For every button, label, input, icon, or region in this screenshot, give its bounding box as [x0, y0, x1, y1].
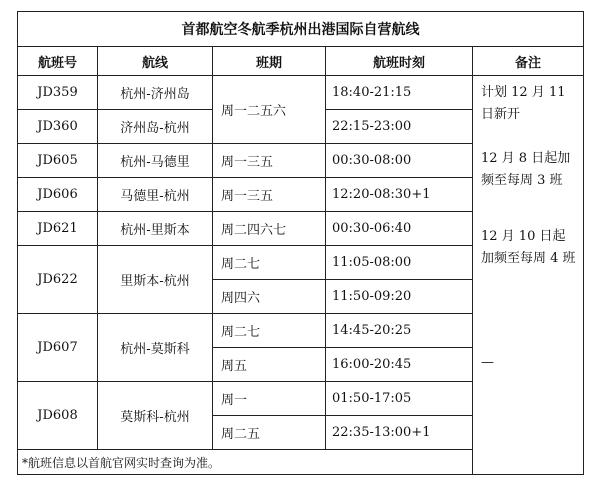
- route: 里斯本-杭州: [98, 246, 213, 314]
- schedule-table: [17, 11, 584, 475]
- route: 莫斯科-杭州: [98, 382, 213, 450]
- route: 杭州-马德里: [98, 144, 213, 178]
- flight-number: JD359: [18, 76, 98, 110]
- time: 12:20-08:30+1: [326, 178, 473, 212]
- days: 周一二五六: [213, 76, 326, 144]
- flight-number: JD606: [18, 178, 98, 212]
- flight-number: JD605: [18, 144, 98, 178]
- time: 22:15-23:00: [326, 110, 473, 144]
- days: 周四六: [213, 280, 326, 314]
- footer-note: *航班信息以首航官网实时查询为准。: [18, 450, 473, 475]
- days: 周五: [213, 348, 326, 382]
- time: 11:05-08:00: [326, 246, 473, 280]
- flight-number: JD621: [18, 212, 98, 246]
- time: 16:00-20:45: [326, 348, 473, 382]
- time: 00:30-08:00: [326, 144, 473, 178]
- flight-number: JD622: [18, 246, 98, 314]
- notes-cell: [473, 76, 584, 475]
- route: 杭州-莫斯科: [98, 314, 213, 382]
- header-flight: 航班号: [18, 47, 98, 76]
- header-row: [18, 47, 584, 76]
- flight-schedule: [17, 11, 583, 471]
- header-notes: 备注: [473, 47, 584, 76]
- table-title: 首都航空冬航季杭州出港国际自营航线: [18, 12, 584, 47]
- time: 00:30-06:40: [326, 212, 473, 246]
- flight-number: JD608: [18, 382, 98, 450]
- days: 周二七: [213, 246, 326, 280]
- note-jd605: 12 月 8 日起加频至每周 3 班: [481, 151, 571, 188]
- note-dash: —: [481, 355, 494, 370]
- days: 周一三五: [213, 178, 326, 212]
- time: 11:50-09:20: [326, 280, 473, 314]
- days: 周一: [213, 382, 326, 416]
- time: 22:35-13:00+1: [326, 416, 473, 450]
- route: 杭州-里斯本: [98, 212, 213, 246]
- header-time: 航班时刻: [326, 47, 473, 76]
- route: 马德里-杭州: [98, 178, 213, 212]
- time: 18:40-21:15: [326, 76, 473, 110]
- time: 01:50-17:05: [326, 382, 473, 416]
- table-row: [18, 76, 584, 110]
- days: 周二四六七: [213, 212, 326, 246]
- note-jd359: 计划 12 月 11 日新开: [481, 85, 566, 122]
- days: 周二五: [213, 416, 326, 450]
- header-days: 班期: [213, 47, 326, 76]
- days: 周二七: [213, 314, 326, 348]
- header-route: 航线: [98, 47, 213, 76]
- days: 周一三五: [213, 144, 326, 178]
- time: 14:45-20:25: [326, 314, 473, 348]
- route: 济州岛-杭州: [98, 110, 213, 144]
- note-jd621: 12 月 10 日起加频至每周 4 班: [481, 229, 576, 266]
- flight-number: JD607: [18, 314, 98, 382]
- route: 杭州-济州岛: [98, 76, 213, 110]
- flight-number: JD360: [18, 110, 98, 144]
